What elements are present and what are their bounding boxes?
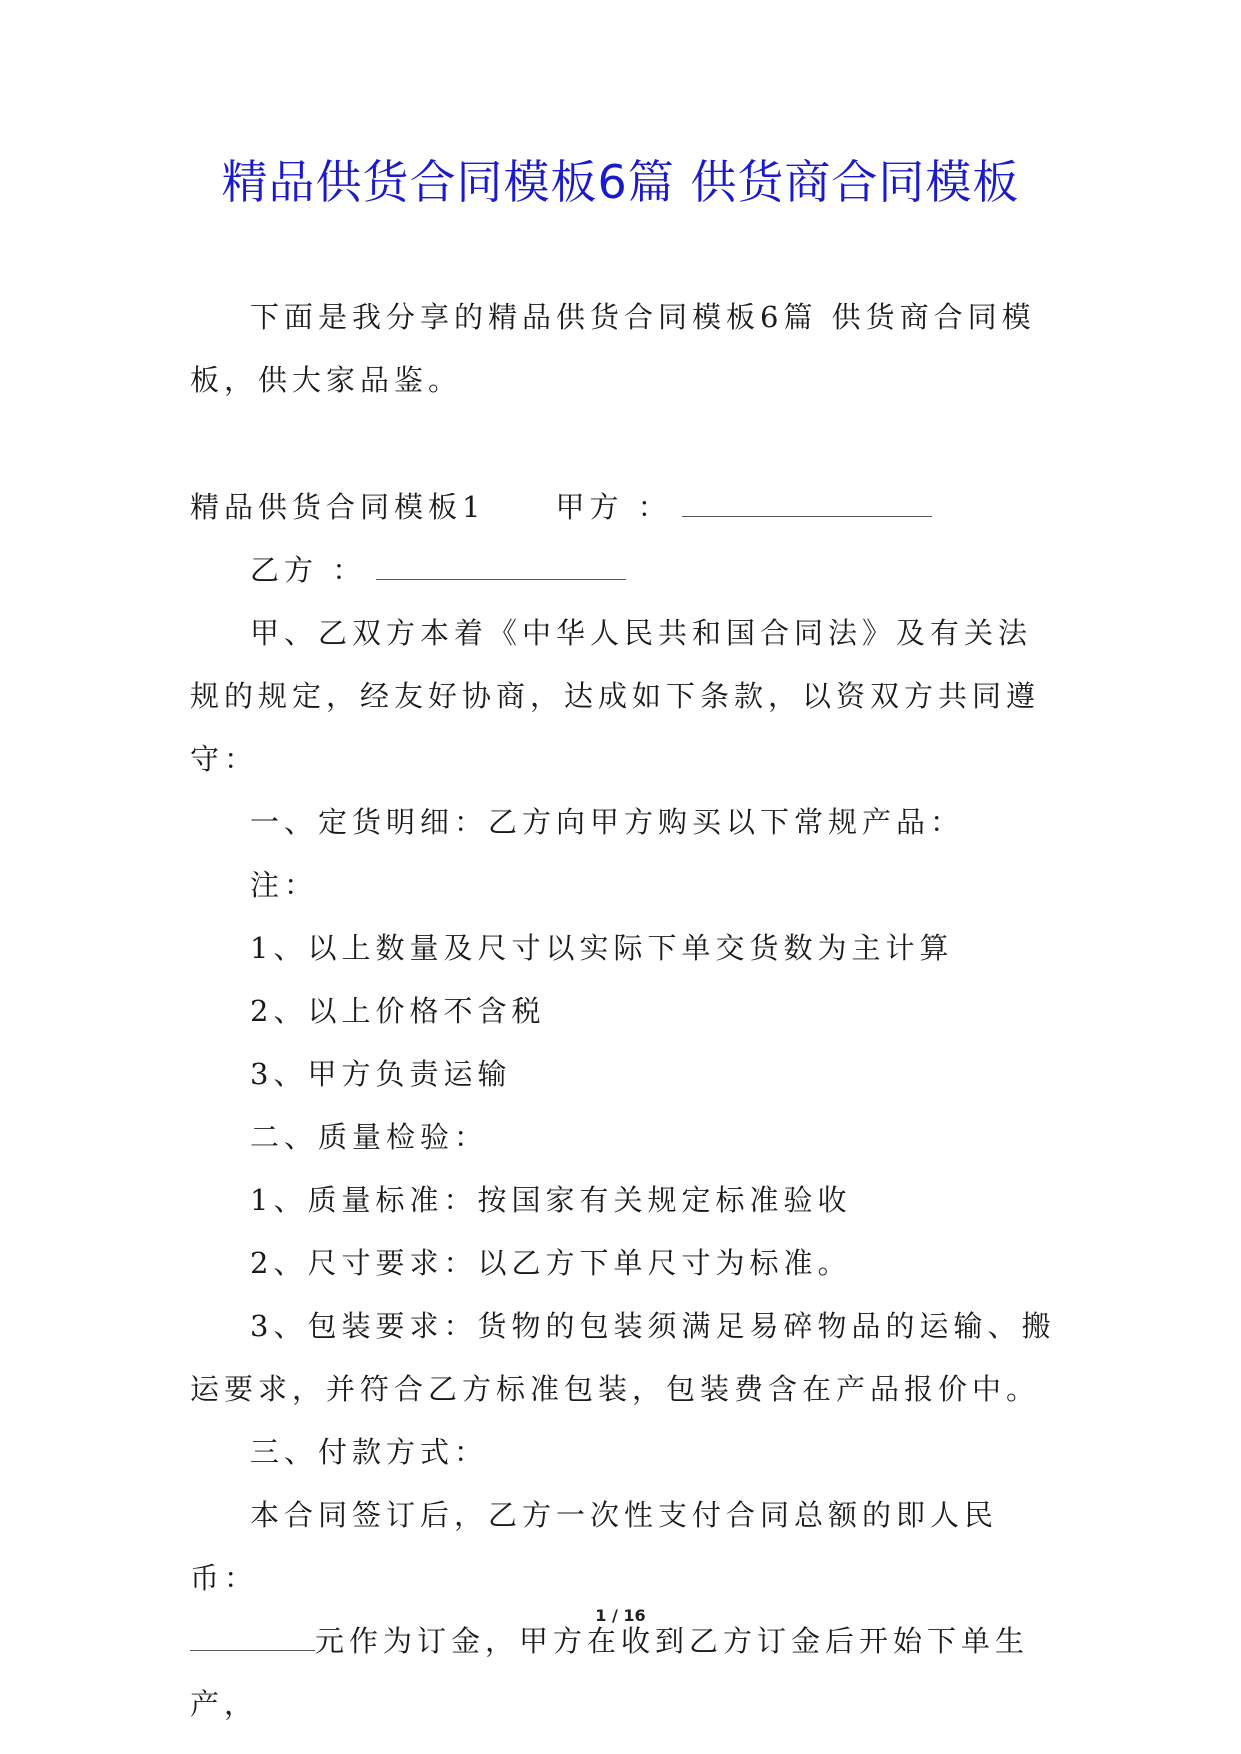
party-b-line	[190, 539, 1060, 602]
intro-paragraph	[190, 286, 1060, 412]
note-item-3: 3、甲方负责运输	[250, 1057, 512, 1091]
document-title: 精品供货合同模板6篇 供货商合同模板	[221, 155, 1020, 209]
intro-line-2: 供大家品鉴。	[258, 363, 463, 397]
payment-line-2-text: 元作为订金，甲方在收到乙方订金后开始下单生产，	[190, 1624, 1030, 1721]
section-2-heading: 二、质量检验：	[250, 1120, 489, 1154]
basis-paragraph: 甲、乙双方本着《中华人民共和国合同法》及有关法规的规定，经友好协商，达成如下条款，以资双方共同遵守：	[190, 616, 1041, 776]
intro-line-1: 下面是我分享的精品供货合同模板6篇 供货商合同模板，	[190, 300, 1036, 397]
note-item-2: 2、以上价格不含税	[250, 994, 546, 1028]
payment-line-1: 本合同签订后，乙方一次性支付合同总额的即人民币：	[190, 1498, 999, 1595]
contract-heading-line	[190, 476, 1060, 539]
contract-heading: 精品供货合同模板1	[190, 490, 486, 524]
payment-line-2	[190, 1610, 1060, 1736]
section-1-heading: 一、定货明细：乙方向甲方购买以下常规产品：	[250, 805, 965, 839]
amount-blank	[190, 1628, 315, 1651]
section-3-heading: 三、付款方式：	[250, 1435, 489, 1469]
document-body	[190, 286, 1060, 1736]
page-number: 1 / 16	[595, 1606, 646, 1625]
quality-item-1: 1、质量标准：按国家有关规定标准验收	[250, 1183, 852, 1217]
note-heading: 注：	[250, 868, 319, 902]
party-b-label: 乙方 ：	[250, 553, 367, 587]
party-b-blank	[376, 557, 626, 580]
note-item-1: 1、以上数量及尺寸以实际下单交货数为主计算	[250, 931, 954, 965]
quality-item-2: 2、尺寸要求：以乙方下单尺寸为标准。	[250, 1246, 852, 1280]
party-a-label: 甲方 ：	[555, 490, 672, 524]
party-a-blank	[682, 494, 932, 517]
quality-item-3: 3、包装要求：货物的包装须满足易碎物品的运输、搬运要求，并符合乙方标准包装，包装费含在产品报价中。	[190, 1309, 1056, 1406]
